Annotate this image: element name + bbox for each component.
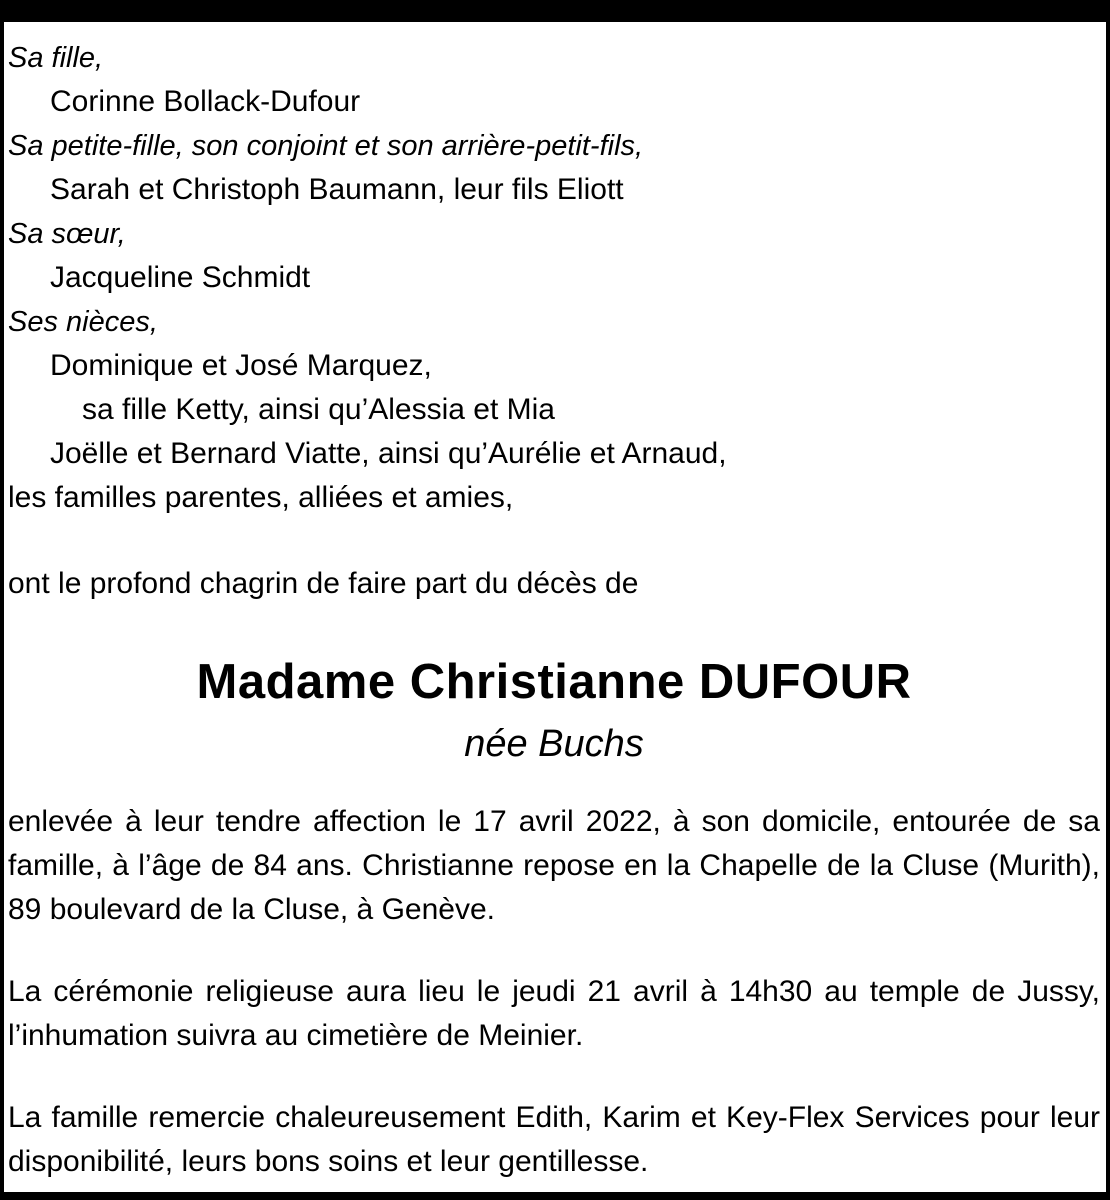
notice-paragraph-1: enlevée à leur tendre affection le 17 avril 2022, à son domicile, entourée de sa famille, à l’âge de 84 ans. Christianne repose en la Chapelle de la Cluse (Murith), 89 boulevard de la Cluse, à Genève. (8, 805, 1100, 926)
survivor-sub-name: sa fille Ketty, ainsi qu’Alessia et Mia (82, 393, 555, 426)
survivor-name: Joëlle et Bernard Viatte, ainsi qu’Aurélie et Arnaud, (50, 437, 727, 470)
deceased-maiden-name: née Buchs (464, 723, 644, 765)
notice-paragraph-3: La famille remercie chaleureusement Edith, Karim et Key-Flex Services pour leur disponibilité, leurs bons soins et leur gentillesse. (8, 1101, 1100, 1178)
notice-paragraph-2: La cérémonie religieuse aura lieu le jeudi 21 avril à 14h30 au temple de Jussy, l’inhumation suivra au cimetière de Meinier. (8, 975, 1100, 1052)
deceased-name: Madame Christianne DUFOUR (196, 655, 912, 709)
families-line: les familles parentes, alliées et amies, (8, 481, 514, 514)
notice-content (4, 36, 1106, 1184)
survivor-name: Sarah et Christoph Baumann, leur fils Eliott (50, 173, 624, 206)
announcement-line: ont le profond chagrin de faire part du décès de (8, 567, 639, 600)
survivor-name: Jacqueline Schmidt (50, 261, 311, 294)
survivor-role: Sa sœur, (8, 218, 126, 250)
survivor-role: Sa fille, (8, 42, 104, 74)
survivor-name: Corinne Bollack-Dufour (50, 85, 361, 118)
survivor-role: Ses nièces, (8, 306, 158, 338)
survivor-role: Sa petite-fille, son conjoint et son arrière-petit-fils, (8, 130, 644, 162)
spacer (8, 520, 1100, 562)
survivor-name: Dominique et José Marquez, (50, 349, 432, 382)
